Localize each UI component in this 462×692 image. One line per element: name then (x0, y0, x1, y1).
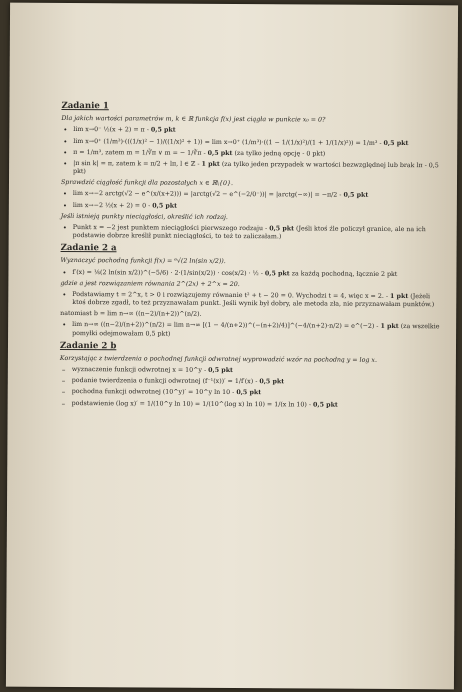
dash-marker: – (61, 377, 66, 386)
item-text: podanie twierdzenia o funkcji odwrotnej (f⁻¹(x))′ = 1/f′(x) - (71, 377, 258, 386)
points-note: (za tylko jeden przypadek w wartości bezwzględnej lub brak lπ - 0,5 pkt) (73, 160, 439, 176)
points-value: 0,5 pkt (208, 366, 233, 375)
bullet-marker: • (63, 148, 68, 157)
paper-sheet (6, 3, 458, 690)
points-note: (za tylko jedną opcję - 0 pkt) (234, 149, 326, 158)
item-text: lim x→0⁺ (1/m³)·(((1/x)² − 1)/((1/x)² + 1)) = lim x→0⁺ (1/m³)·((1 − 1/(1/x)²)/(1 + 1/(1/x)²)) = 1/m³ - (73, 137, 382, 147)
points-value: 0,5 pkt (150, 126, 176, 134)
task-instruction: Wyznaczyć pochodną funkcji f(x) = ⁶√(2 ln(sin x/2)). (60, 257, 226, 266)
points-value: 1 pkt (380, 323, 399, 331)
dash-marker: – (61, 388, 66, 397)
points-value: 0,5 pkt (152, 202, 178, 210)
section-heading: Zadanie 2 a (60, 243, 117, 254)
dash-item (60, 377, 440, 387)
item-text: podstawienie (log x)′ = 1/(10^y ln 10) = 1/(10^(log x) ln 10) = 1/(x ln 10) - (71, 399, 312, 409)
item-text: π = 1/m³, zatem m = 1/∛π ∨ m = − 1/∛π - (73, 148, 206, 157)
task-section (60, 341, 440, 410)
bullet-item (61, 190, 441, 200)
bullet-item (61, 160, 441, 179)
bullet-marker: • (63, 126, 68, 135)
points-value: 0,5 pkt (383, 139, 409, 147)
dash-marker: – (61, 366, 66, 375)
item-text: pochodna funkcji odwrotnej (10^y)′ = 10^y ln 10 - (71, 388, 235, 397)
task-text: natomiast b = lim n→∞ ((n−2)/(n+2))^(n/2). (60, 310, 202, 319)
points-value: 0,5 pkt (313, 401, 338, 409)
bullet-item (60, 269, 440, 279)
points-value: 1 pkt (201, 160, 220, 168)
points-value: 0,5 pkt (264, 269, 290, 277)
bullet-item (60, 321, 440, 340)
bullet-marker: • (62, 201, 68, 210)
task-instruction: Dla jakich wartości parametrów m, k ∈ ℝ funkcja f(x) jest ciągła w punkcie x₀ = 0? (61, 115, 326, 124)
item-text: f′(x) = ⅙(2 ln(sin x/2))^(−5/6) · 2·(1/sin(x/2)) · cos(x/2) · ½ - (72, 268, 263, 277)
dash-item (60, 388, 440, 398)
bullet-marker: • (63, 159, 68, 168)
points-value: 0,5 pkt (207, 149, 233, 157)
bullet-marker: • (62, 290, 67, 299)
bullet-marker: • (63, 137, 68, 146)
task-instruction: Korzystając z twierdzenia o pochodnej funkcji odwrotnej wyprowadzić wzór na pochodną y = log x. (59, 354, 377, 364)
item-text: lim x→0⁻ ½(x + 2) = π - (73, 126, 149, 134)
bullet-item (61, 149, 441, 159)
bullet-item (61, 201, 441, 211)
points-value: 0,5 pkt (343, 192, 369, 200)
points-note: (Jeżeli ktoś dobrze zgadł, to też przyznawałam punkt. Jeśli wynik był dobry, ale metoda zła, nie przyznawałam punktów.) (72, 293, 435, 309)
bullet-marker: • (62, 190, 68, 199)
task-instruction: gdzie a jest rozwiązaniem równania 2^(2x) + 2^x = 20. (60, 279, 240, 288)
bullet-marker: • (62, 223, 67, 232)
task-instruction: Jeśli istnieją punkty nieciągłości, określić ich rodzaj. (60, 212, 228, 221)
task-section (61, 101, 442, 243)
bullet-marker: • (62, 321, 67, 330)
item-text: Punkt x = −2 jest punktem nieciągłości pierwszego rodzaju - (72, 223, 268, 233)
bullet-item (60, 291, 440, 310)
dash-marker: – (61, 399, 66, 408)
item-text: |π sin k| = π, zatem k = π/2 + lπ, l ∈ ℤ - (73, 159, 200, 168)
points-value: 1 pkt (389, 292, 409, 300)
item-text: lim x→−2 arctg(√2 − e^(x/(x+2))) = |arctg(√2 − e^(−2/0⁻))| = |arctg(−∞)| = −π/2 - (72, 190, 342, 200)
points-note: (za wszelkie pomyłki odejmowałam 0,5 pkt) (72, 323, 440, 338)
item-text: Podstawiamy t = 2^x, t > 0 i rozwiązujemy równanie t² + t − 20 = 0. Wychodzi t = 4, więc x = 2. - (72, 290, 388, 300)
task-instruction: Sprawdzić ciągłość funkcji dla pozostałych x ∈ ℝ\{0}. (60, 179, 234, 188)
task-section (60, 243, 441, 340)
points-value: 0,5 pkt (259, 378, 285, 386)
bullet-item (61, 126, 441, 136)
item-text: lim x→−2 ½(x + 2) = 0 - (72, 201, 151, 210)
document-content (60, 99, 442, 413)
bullet-marker: • (62, 268, 67, 277)
item-text: wyznaczenie funkcji odwrotnej x = 10^y - (71, 366, 207, 374)
bullet-item (61, 137, 441, 147)
points-value: 0,5 pkt (269, 225, 295, 233)
points-note: za każdą pochodną, łącznie 2 pkt (291, 269, 398, 278)
dash-item (60, 400, 440, 410)
points-value: 0,5 pkt (236, 389, 262, 397)
bullet-item (61, 224, 441, 243)
section-heading: Zadanie 1 (61, 100, 109, 112)
item-text: lim n→∞ ((n−2)/(n+2))^(n/2) = lim n→∞ [(1 − 4/(n+2))^(−(n+2)/4)]^(−4/(n+2)·n/2) = e^(−2) - (72, 321, 379, 331)
points-note: (Jeśli ktoś źle policzył granice, ale na ich podstawie dobrze kreślił punkt nieciągłości, to też to zaliczałam.) (72, 225, 426, 241)
dash-item (60, 366, 440, 376)
section-heading: Zadanie 2 b (59, 340, 117, 352)
